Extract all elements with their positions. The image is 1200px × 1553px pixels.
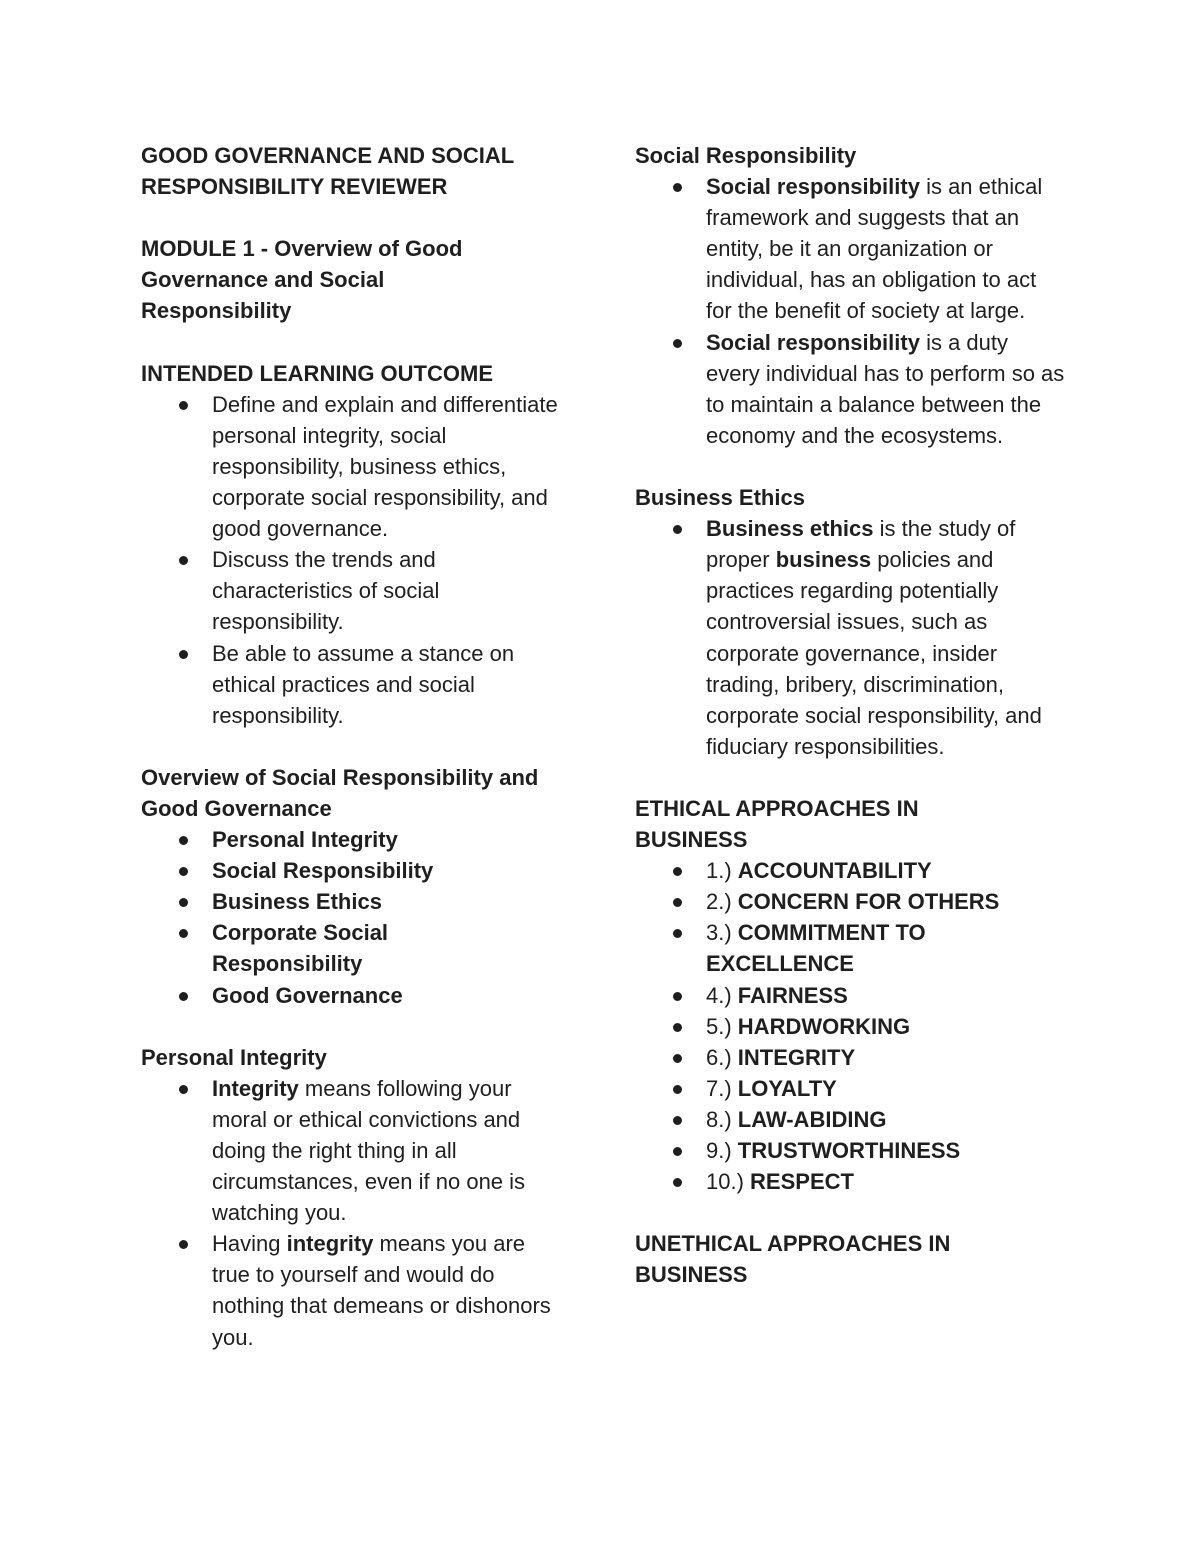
list-item-text: is a duty every individual has to perform so as to maintain a balance between the economy and the ecosystems. [706,329,1065,448]
list-item [141,917,501,979]
integrity-list [141,1073,561,1353]
list-item [141,855,501,886]
document-title [141,140,581,202]
bullet-icon [673,867,682,876]
item-label: ACCOUNTABILITY [737,858,932,884]
overview-heading: Overview of Social Responsibility and Good Governance [141,764,539,821]
bold-term: Social responsibility [706,174,920,200]
list-item-text: Define and explain and differentiate personal integrity, social responsibility, business ethics, corporate social responsibility, and good governance. [212,391,558,542]
bold-term: Integrity [212,1075,299,1101]
bullet-icon [673,1054,682,1063]
social-responsibility-list [635,171,1065,451]
overview-list [141,824,501,1011]
list-item [141,1073,561,1228]
business-ethics-heading: Business Ethics [635,485,805,511]
integrity-heading: Personal Integrity [141,1044,327,1070]
item-number: 10.) [706,1169,751,1195]
bullet-icon [179,401,188,410]
list-item-text: Business Ethics [212,889,382,915]
bold-term: Business ethics [706,516,874,542]
bullet-icon [179,898,188,907]
ilo-list [141,389,561,731]
bullet-icon [673,1147,682,1156]
right-column [635,140,1075,1290]
list-item-text: is an ethical framework and suggests that an entity, be it an organization or individual, has an obligation to act for the benefit of society at large. [706,174,1043,324]
item-label: RESPECT [750,1169,854,1195]
bullet-icon [673,992,682,1001]
list-item [635,917,986,979]
item-number: 6.) [706,1044,738,1070]
ilo-heading: INTENDED LEARNING OUTCOME [141,360,493,386]
title-line-2: RESPONSIBILITY REVIEWER [141,174,448,200]
module-heading: MODULE 1 - Overview of Good Governance and Social Responsibility [141,236,463,324]
list-item-text: means you are true to yourself and would do nothing that demeans or dishonors you. [212,1231,551,1350]
item-number: 4.) [706,982,738,1008]
list-item [141,1228,561,1352]
bullet-icon [179,556,188,565]
bullet-icon [673,525,682,534]
item-number: 1.) [706,858,738,884]
item-number: 3.) [706,920,738,946]
list-item [635,886,1035,917]
bullet-icon [179,1085,188,1094]
list-item [635,980,1035,1011]
bold-term: Social responsibility [706,329,920,355]
list-item-text: means following your moral or ethical convictions and doing the right thing in all circumstances, even if no one is watching you. [212,1075,526,1226]
list-item-text: Social Responsibility [212,858,434,884]
item-number: 9.) [706,1138,738,1163]
list-item [141,886,501,917]
list-item-text: Good Governance [212,982,403,1008]
item-label: COMMITMENT TO EXCELLENCE [706,920,926,977]
list-item-text: Discuss the trends and characteristics of social responsibility. [212,547,440,635]
left-column [141,140,581,1353]
list-item [635,1104,1035,1135]
bullet-icon [673,183,682,192]
bullet-icon [179,867,188,876]
bullet-icon [179,650,188,659]
item-label: TRUSTWORTHINESS [737,1138,961,1163]
bullet-icon [673,1085,682,1094]
list-item-text: Having [212,1231,287,1257]
unethical-approaches-heading: UNETHICAL APPROACHES IN BUSINESS [635,1231,951,1288]
list-item [141,824,501,855]
bullet-icon [179,992,188,1001]
list-item [635,1166,1035,1197]
list-item [141,980,501,1011]
list-item-text: Personal Integrity [212,827,398,853]
item-label: CONCERN FOR OTHERS [737,889,1000,915]
bullet-icon [673,1023,682,1032]
ethical-approaches-heading: ETHICAL APPROACHES IN BUSINESS [635,795,919,853]
item-label: INTEGRITY [737,1044,856,1070]
item-number: 8.) [706,1106,738,1132]
list-item [635,327,1065,451]
list-item [635,855,1035,886]
list-item-text: is the study of proper [706,516,1016,573]
bullet-icon [673,898,682,907]
bullet-icon [673,1116,682,1125]
item-number: 7.) [706,1075,738,1101]
list-item [141,638,561,731]
list-item [141,544,561,637]
bullet-icon [179,836,188,845]
list-item [635,1073,1035,1104]
item-label: FAIRNESS [737,982,848,1008]
bullet-icon [673,929,682,938]
item-label: LAW-ABIDING [737,1106,887,1132]
list-item [635,513,1055,762]
list-item-text: Corporate Social Responsibility [212,920,389,977]
item-label: HARDWORKING [737,1013,911,1039]
item-number: 2.) [706,889,738,915]
list-item [635,1135,1035,1166]
list-item [635,1042,1035,1073]
bold-term: business [775,547,872,573]
item-number: 5.) [706,1013,738,1039]
bullet-icon [673,339,682,348]
bold-term: integrity [286,1231,374,1257]
list-item [141,389,561,544]
bullet-icon [179,929,188,938]
title-line-1: GOOD GOVERNANCE AND SOCIAL [141,143,515,168]
bullet-icon [179,1240,188,1249]
social-responsibility-heading: Social Responsibility [635,143,857,168]
ethical-approaches-list [635,855,1035,1197]
list-item-text: Be able to assume a stance on ethical practices and social responsibility. [212,640,515,728]
item-label: LOYALTY [737,1075,837,1101]
business-ethics-list [635,513,1055,762]
bullet-icon [673,1178,682,1187]
list-item-text: policies and practices regarding potentially controversial issues, such as corporate governance, insider trading, bribery, discrimination, corporate social responsibility, and fiduciary responsibilities. [706,547,1042,759]
list-item [635,1011,1035,1042]
list-item [635,171,1065,326]
